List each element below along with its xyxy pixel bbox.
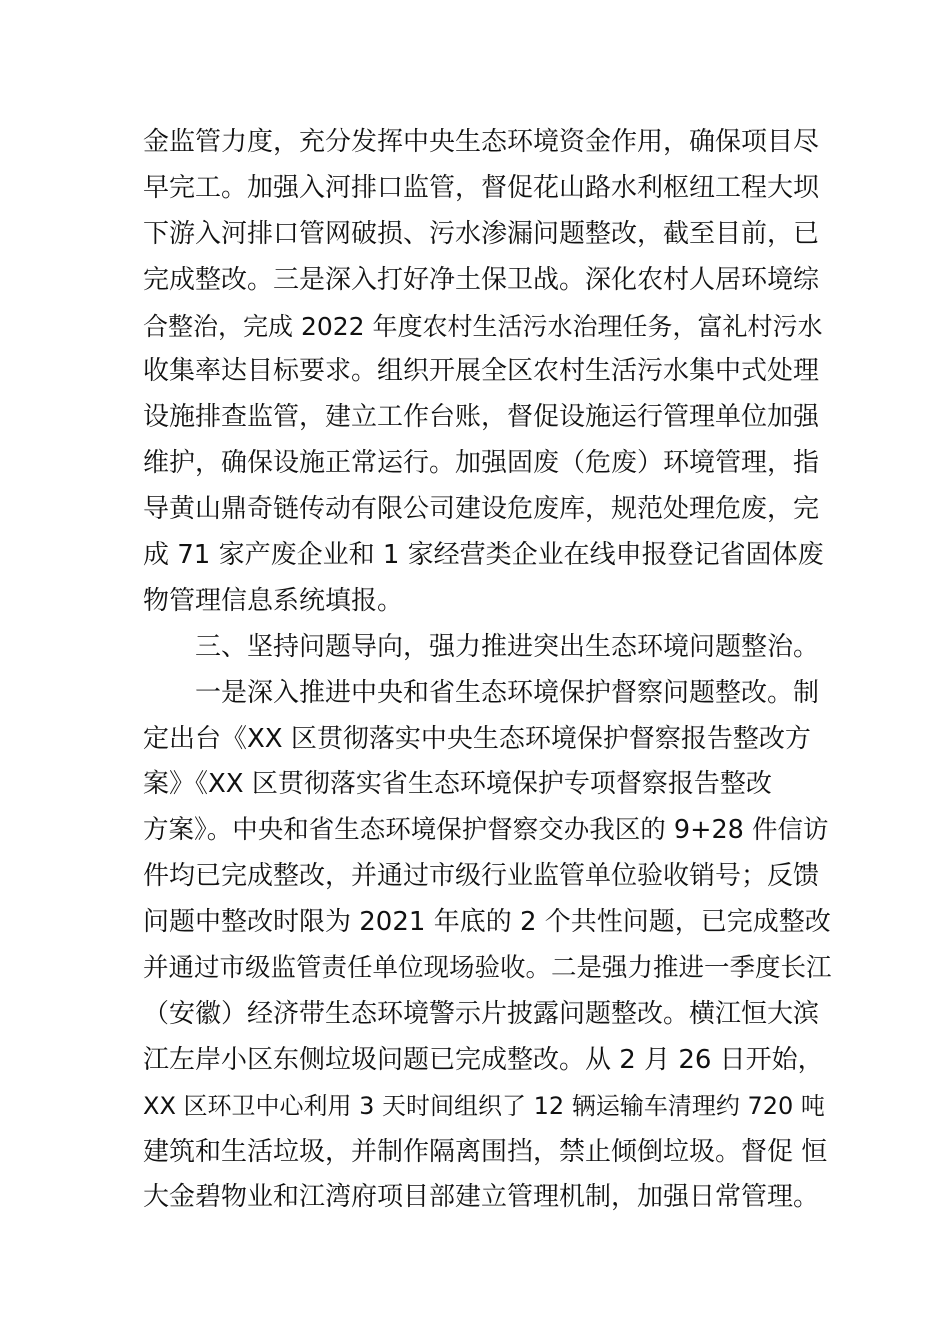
- text-line: 物管理信息系统填报。: [143, 585, 404, 616]
- paragraph-first-line: 一是深入推进中央和省生态环境保护督察问题整改。制: [195, 677, 820, 708]
- text-line: 导黄山鼎奇链传动有限公司建设危废库，规范处理危废，完: [143, 494, 820, 525]
- text-line: 维护，确保设施正常运行。加强固废（危废）环境管理，指: [143, 448, 820, 479]
- text-line: 下游入河排口管网破损、污水渗漏问题整改，截至目前，已: [143, 218, 820, 249]
- text-line: 方案》。中央和省生态环境保护督察交办我区的 9+28 件信访: [143, 815, 829, 846]
- text-line: 建筑和生活垃圾，并制作隔离围挡，禁止倾倒垃圾。督促 恒: [143, 1136, 828, 1167]
- section-heading: 三、坚持问题导向，强力推进突出生态环境问题整治。: [195, 631, 820, 662]
- text-line: 早完工。加强入河排口监管，督促花山路水利枢纽工程大坝: [143, 172, 820, 203]
- text-line: 问题中整改时限为 2021 年底的 2 个共性问题，已完成整改: [143, 907, 831, 938]
- text-line: 成 71 家产废企业和 1 家经营类企业在线申报登记省固体废: [143, 540, 824, 571]
- text-line: （安徽）经济带生态环境警示片披露问题整改。横江恒大滨: [143, 998, 820, 1029]
- text-line: 大金碧物业和江湾府项目部建立管理机制，加强日常管理。: [143, 1182, 820, 1213]
- text-line: 完成整改。三是深入打好净土保卫战。深化农村人居环境综: [143, 264, 820, 295]
- text-line: 并通过市级监管责任单位现场验收。二是强力推进一季度长江: [143, 953, 832, 984]
- text-line: 设施排查监管，建立工作台账，督促设施运行管理单位加强: [143, 402, 820, 433]
- text-line: XX 区环卫中心利用 3 天时间组织了 12 辆运输车清理约 720 吨: [143, 1091, 825, 1120]
- text-line: 定出台《XX 区贯彻落实中央生态环境保护督察报告整改方: [143, 723, 811, 754]
- text-line: 收集率达目标要求。组织开展全区农村生活污水集中式处理: [143, 356, 820, 387]
- text-line: 案》《XX 区贯彻落实省生态环境保护专项督察报告整改: [143, 769, 772, 800]
- text-line: 合整治，完成 2022 年度农村生活污水治理任务，富礼村污水: [143, 311, 823, 341]
- text-line: 金监管力度，充分发挥中央生态环境资金作用，确保项目尽: [143, 127, 820, 157]
- body-text: [143, 120, 833, 1221]
- text-line: 件均已完成整改，并通过市级行业监管单位验收销号；反馈: [143, 861, 820, 892]
- text-line: 江左岸小区东侧垃圾问题已完成整改。从 2 月 26 日开始，: [143, 1044, 824, 1075]
